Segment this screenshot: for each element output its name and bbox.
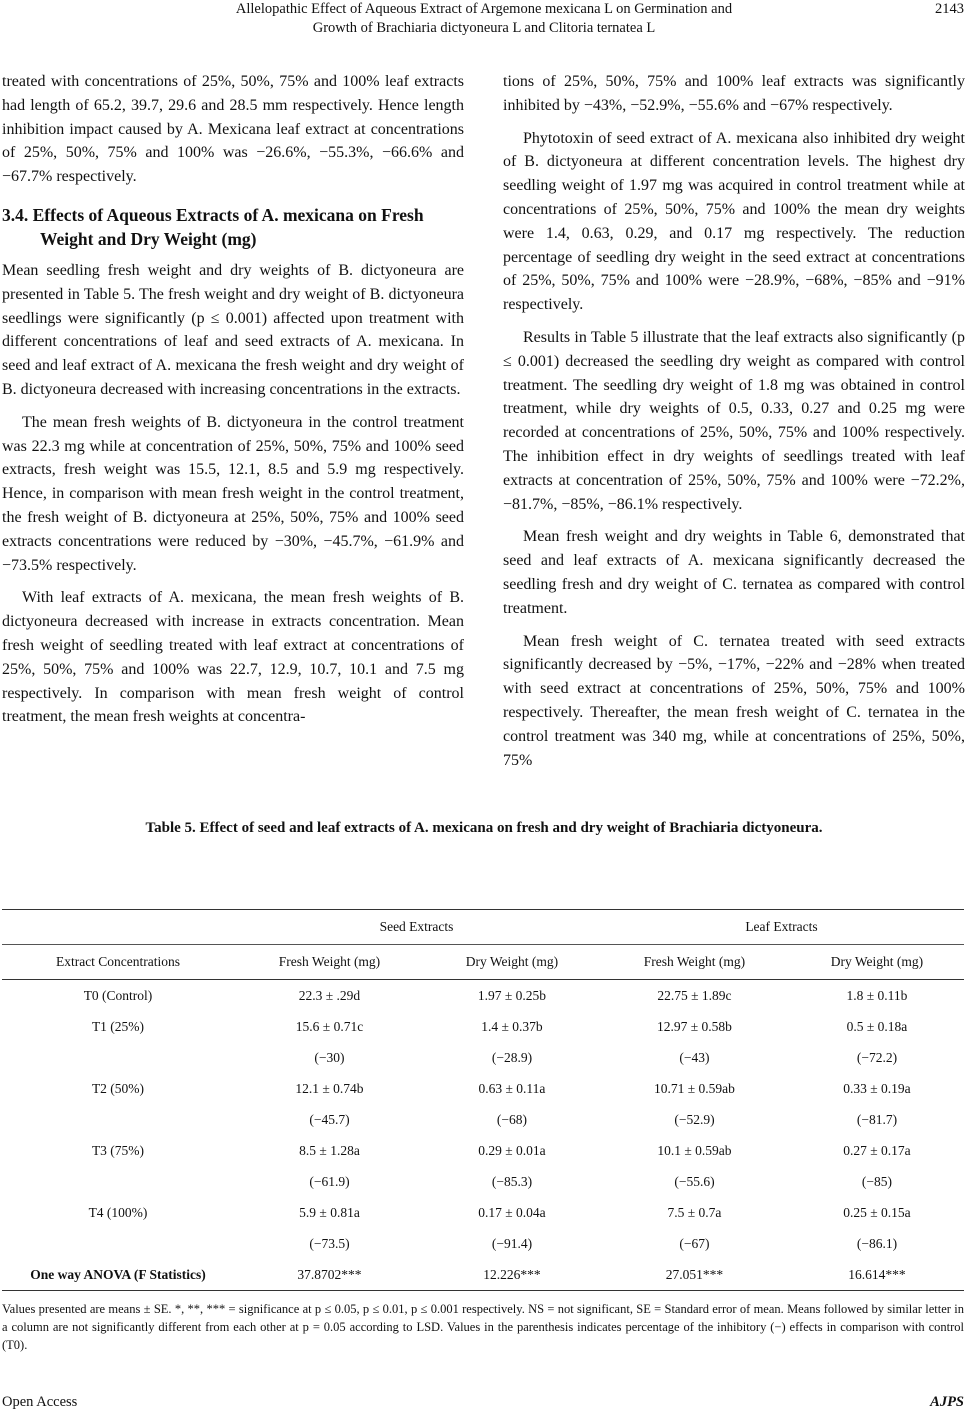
table-cell: (−81.7) [856, 1111, 898, 1127]
paragraph: Mean fresh weight of C. ternatea treated with seed extracts significantly decreased by −5%, −17%, −22% and −28% when treated with seed extract at concentrations of 25%, 50%, 75% and 100% respectively. Thereafter, the mean fresh weight of C. ternatea in the control treatment was 340 mg, while at concentrations of 25%, 50%, 75% [503, 632, 965, 769]
table-cell: (−67) [679, 1235, 710, 1251]
table-cell: (−68) [496, 1111, 528, 1127]
table-cell: 7.5 ± 0.7a [667, 1204, 722, 1220]
table-cell: 37.8702*** [234, 1259, 425, 1291]
running-header [0, 0, 968, 44]
table-cell: (−85.3) [491, 1173, 533, 1189]
table-cell: (−55.6) [674, 1173, 715, 1189]
table-cell: (−85) [861, 1173, 893, 1189]
paragraph: Mean seedling fresh weight and dry weights of B. dictyoneura are presented in Table 5. The fresh weight and dry weight of B. dictyoneura seedlings were significantly (p ≤ 0.001) affected upon treatment with different concentrations of leaf and seed extracts of A. mexicana. In seed and leaf extract of A. mexicana the fresh weight and dry weight of B. dictyoneura decreased with increasing concentrations in the extracts. [2, 261, 464, 398]
table-row [2, 1166, 964, 1197]
table-row [2, 1011, 964, 1042]
table-cell: 16.614*** [790, 1259, 964, 1291]
table-row [2, 1042, 964, 1073]
table-row [2, 1135, 964, 1166]
table-cell: 0.29 ± 0.01a [478, 1142, 546, 1158]
table-cell: (−28.9) [491, 1049, 533, 1065]
column-header: Fresh Weight (mg) [599, 945, 790, 980]
table-cell: T2 (50%) [91, 1080, 145, 1096]
anova-row [2, 1259, 964, 1291]
paragraph: Phytotoxin of seed extract of A. mexicana also inhibited dry weight of B. dictyoneura at different concentration levels. The highest dry seedling weight of 1.97 mg was acquired in control treatment while at concentrations of 25%, 50%, 75% and 100% the mean dry weights were 1.4, 0.63, 0.29, and 0.17 mg respectively. The reduction percentage of seedling dry weight in the seed extract at concentrations of 25%, 50%, 75% and 100% were −28.9%, −68%, −85% and −91% respectively. [503, 129, 965, 314]
column-header: Extract Concentrations [2, 945, 234, 980]
table-cell: 10.1 ± 0.59ab [657, 1142, 732, 1158]
paragraph: treated with concentrations of 25%, 50%, 75% and 100% leaf extracts had length of 65.2, 39.7, 29.6 and 28.5 mm respectively. Hence length inhibition impact caused by A. Mexicana leaf extract at concentrations of 25%, 50%, 75% and 100% was −26.6%, −55.3%, −66.6% and −67.7% respectively. [2, 73, 464, 186]
table-cell: 22.3 ± .29d [298, 987, 361, 1003]
table-cell: 0.27 ± 0.17a [843, 1142, 911, 1158]
table-cell: 10.71 ± 0.59ab [654, 1080, 735, 1096]
open-access-label: Open Access [2, 1394, 78, 1410]
table-cell: 12.226*** [425, 1259, 599, 1291]
table-cell: 1.97 ± 0.25b [477, 987, 547, 1003]
page-number: 2143 [935, 1, 964, 17]
table-cell: 5.9 ± 0.81a [299, 1204, 360, 1220]
table-row [2, 980, 964, 1012]
table-cell: 12.1 ± 0.74b [295, 1080, 364, 1096]
table-cell: T4 (100%) [88, 1204, 148, 1220]
table-cell [2, 1042, 234, 1073]
table-header-row [2, 945, 964, 980]
table-cell: One way ANOVA (F Statistics) [2, 1259, 234, 1291]
table-cell: (−45.7) [309, 1111, 350, 1127]
table-cell: (−30) [314, 1049, 345, 1065]
table-cell [2, 1104, 234, 1135]
table-cell: 1.8 ± 0.11b [846, 987, 908, 1003]
table-row [2, 1073, 964, 1104]
paragraph: tions of 25%, 50%, 75% and 100% leaf extracts was significantly inhibited by −43%, −52.9%, −55.6% and −67% respectively. [503, 73, 965, 114]
left-column [2, 70, 464, 738]
column-header: Dry Weight (mg) [790, 945, 964, 980]
table-cell: (−86.1) [856, 1235, 898, 1251]
table-row [2, 1197, 964, 1228]
group-header-leaf: Leaf Extracts [599, 910, 964, 945]
table-cell: 8.5 ± 1.28a [299, 1142, 360, 1158]
paragraph: Results in Table 5 illustrate that the leaf extracts also significantly (p ≤ 0.001) decreased the seedling dry weight as compared with control treatment. The seedling dry weight of 1.8 mg was obtained in control treatment, while dry weights of 0.5, 0.33, 0.27 and 0.25 mg were recorded at concentrations of 25%, 50%, 75% and 100% respectively. The inhibition effect in dry weights of seedlings treated with leaf extracts at concentration of 25%, 50%, 75% and 100% were −72.2%, −81.7%, −85%, −86.1% respectively. [503, 328, 965, 513]
right-column [503, 70, 965, 781]
table-caption: Table 5. Effect of seed and leaf extracts of A. mexicana on fresh and dry weight of Brachiaria dictyoneura. [145, 820, 823, 836]
table-cell: T3 (75%) [91, 1142, 145, 1158]
table-cell: 0.63 ± 0.11a [478, 1080, 546, 1096]
group-header-seed: Seed Extracts [234, 910, 599, 945]
section-heading: 3.4. Effects of Aqueous Extracts of A. mexicana on Fresh Weight and Dry Weight (mg) [2, 204, 424, 249]
paragraph: With leaf extracts of A. mexicana, the mean fresh weights of B. dictyoneura decreased with increase in extracts concentration. Mean fresh weight of seedling treated with leaf extract at concentrations of 25%, 50%, 75% and 100% was 22.7, 12.9, 10.7, 10.1 and 7.5 mg respectively. In comparison with mean fresh weight of control treatment, the mean fresh weights at concentra- [2, 589, 464, 726]
table-cell: 27.051*** [599, 1259, 790, 1291]
table-cell [2, 1228, 234, 1259]
table-cell: (−73.5) [309, 1235, 350, 1251]
table-cell: T1 (25%) [91, 1018, 145, 1034]
table-cell: 0.33 ± 0.19a [843, 1080, 911, 1096]
table-cell: 12.97 ± 0.58b [657, 1018, 732, 1034]
header-title-line-2: Growth of Brachiaria dictyoneura L and Clitoria ternatea L [312, 20, 656, 36]
table-cell: (−61.9) [309, 1173, 350, 1189]
results-table [2, 909, 964, 1291]
journal-abbreviation: AJPS [930, 1394, 964, 1410]
column-header: Dry Weight (mg) [425, 945, 599, 980]
table-cell [2, 1166, 234, 1197]
table-cell: 0.25 ± 0.15a [843, 1204, 911, 1220]
paragraph: Mean fresh weight and dry weights in Table 6, demonstrated that seed and leaf extracts of A. mexicana significantly decreased the seedling fresh and dry weight of C. ternatea as compared with control treatment. [503, 528, 965, 617]
header-title-line-1: Allelopathic Effect of Aqueous Extract of Argemone mexicana L on Germination and [235, 1, 733, 17]
table-row [2, 1228, 964, 1259]
table-cell: 22.75 ± 1.89c [657, 987, 732, 1003]
table-cell: T0 (Control) [83, 987, 153, 1003]
table-cell: (−52.9) [674, 1111, 715, 1127]
table-cell: (−91.4) [491, 1235, 533, 1251]
table-cell: 1.4 ± 0.37b [481, 1018, 543, 1034]
paragraph: The mean fresh weights of B. dictyoneura in the control treatment was 22.3 mg while at concentration of 25%, 50%, 75% and 100% seed extracts, fresh weight was 15.5, 12.1, 8.5 and 5.9 mg respectively. Hence, in comparison with mean fresh weight in the control treatment, the fresh weight of B. dictyoneura at 25%, 50%, 75% and 100% seed extracts concentrations were reduced by −30%, −45.7%, −61.9% and −73.5% respectively. [2, 413, 464, 574]
table-cell: 15.6 ± 0.71c [295, 1018, 364, 1034]
table-cell: (−43) [679, 1049, 710, 1065]
table-footnote: Values presented are means ± SE. *, **, *** = significance at p ≤ 0.05, p ≤ 0.01, p ≤ 0.001 respectively. NS = not significant, SE = Standard error of mean. Means followed by similar letter in a column are not significantly different from each other at p = 0.05 according to LSD. Values in the parenthesis indicates percentage of the inhibitory (−) effects in comparison with control (T0). [2, 1302, 964, 1352]
table-cell: 0.17 ± 0.04a [478, 1204, 546, 1220]
table-row [2, 1104, 964, 1135]
table-cell: 0.5 ± 0.18a [846, 1018, 908, 1034]
table-group-header-row [2, 910, 964, 945]
table-cell: (−72.2) [856, 1049, 898, 1065]
column-header: Fresh Weight (mg) [234, 945, 425, 980]
